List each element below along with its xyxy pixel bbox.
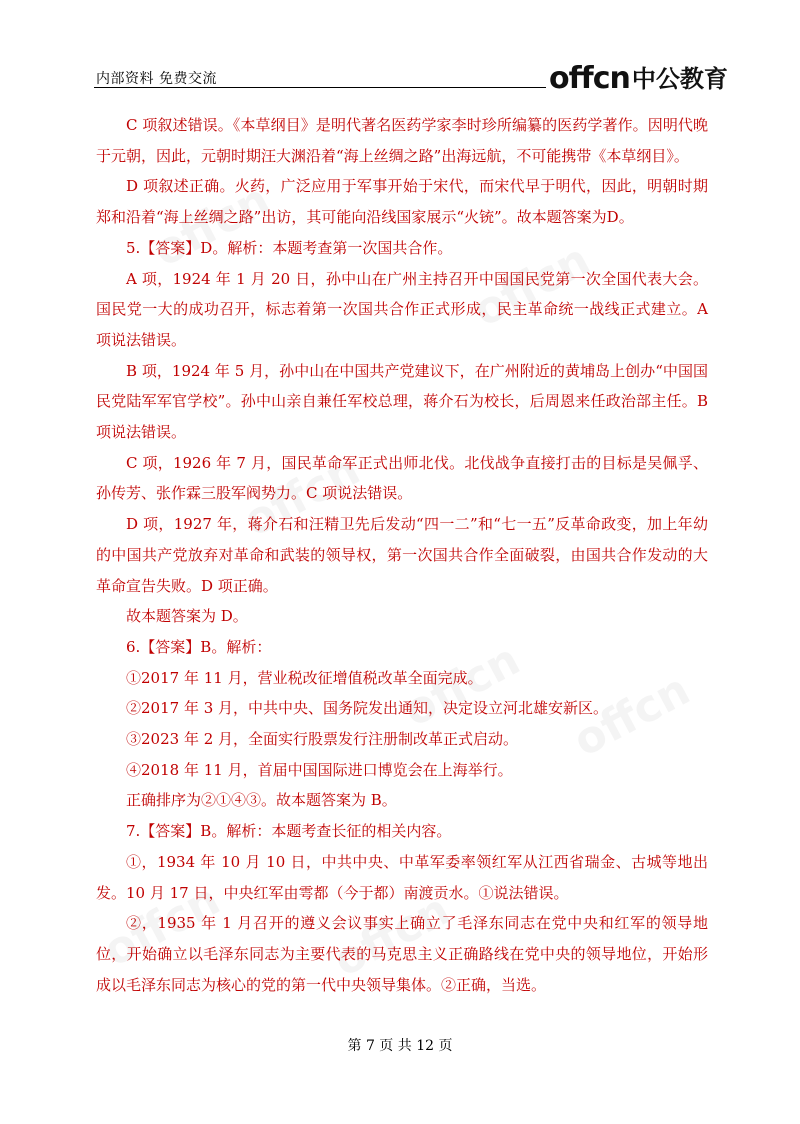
paragraph: 7.【答案】B。解析：本题考查长征的相关内容。: [126, 822, 452, 841]
paragraph: A 项，1924 年 1 月 20 日，孙中山在广州主持召开中国国民党第一次全国代表大会。国民党一大的成功召开，标志着第一次国共合作正式形成，民主革命统一战线正式建立。A 项说法错误。: [96, 269, 708, 349]
brand-logo-chinese: 中公教育: [631, 65, 728, 93]
paragraph: C 项，1926 年 7 月，国民革命军正式出师北伐。北伐战争直接打击的目标是吴佩孚、孙传芳、张作霖三股军阀势力。C 项说法错误。: [96, 453, 708, 503]
brand-logo: [549, 56, 728, 96]
paragraph: ④2018 年 11 月，首届中国国际进口博览会在上海举行。: [126, 760, 513, 779]
page-number: 第 7 页 共 12 页: [347, 1038, 453, 1054]
paragraph: 6.【答案】B。解析：: [126, 637, 272, 656]
paragraph: D 项叙述正确。火药，广泛应用于军事开始于宋代，而宋代早于明代，因此，明朝时期郑和沿着“海上丝绸之路”出访，其可能向沿线国家展示“火铳”。故本题答案为D。: [96, 177, 708, 227]
paragraph: ②2017 年 3 月，中共中央、国务院发出通知，决定设立河北雄安新区。: [126, 699, 609, 718]
paragraph: 正确排序为②①④③。故本题答案为 B。: [126, 791, 397, 810]
paragraph: ②，1935 年 1 月召开的遵义会议事实上确立了毛泽东同志在党中央和红军的领导地位，开始确立以毛泽东同志为主要代表的马克思主义正确路线在党中央的领导地位，开始形成以毛泽东同志为核心的党的第一代中央领导集体。②正确，当选。: [96, 914, 708, 994]
brand-logo-latin: offcn: [549, 61, 630, 96]
paragraph: ③2023 年 2 月，全面实行股票发行注册制改革正式启动。: [126, 730, 519, 749]
paragraph: C 项叙述错误。《本草纲目》是明代著名医药学家李时珍所编纂的医药学著作。因明代晚于元朝，因此，元朝时期汪大渊沿着“海上丝绸之路”出海远航，不可能携带《本草纲目》。: [96, 116, 708, 165]
paragraph: ①，1934 年 10 月 10 日，中共中央、中革军委率领红军从江西省瑞金、古城等地出发。10 月 17 日，中央红军由雩都（今于都）南渡贡水。①说法错误。: [96, 852, 708, 902]
header-divider: [94, 87, 546, 88]
paragraph: 5.【答案】D。解析：本题考查第一次国共合作。: [126, 238, 453, 257]
paragraph: ①2017 年 11 月，营业税改征增值税改革全面完成。: [126, 668, 483, 687]
header-left-text: 内部资料 免费交流: [96, 71, 217, 87]
paragraph: B 项，1924 年 5 月，孙中山在中国共产党建议下，在广州附近的黄埔岛上创办“中国国民党陆军军官学校”。孙中山亲自兼任军校总理，蒋介石为校长，后周恩来任政治部主任。B 项说法错误。: [96, 361, 708, 442]
paragraph: 故本题答案为 D。: [126, 607, 248, 626]
paragraph: D 项，1927 年，蒋介石和汪精卫先后发动“四一二”和“七一五”反革命政变，加上年幼的中国共产党放弃对革命和武装的领导权，第一次国共合作全面破裂，由国共合作发动的大革命宣告失败。D 项正确。: [96, 515, 708, 595]
answer-body: [96, 110, 708, 1000]
